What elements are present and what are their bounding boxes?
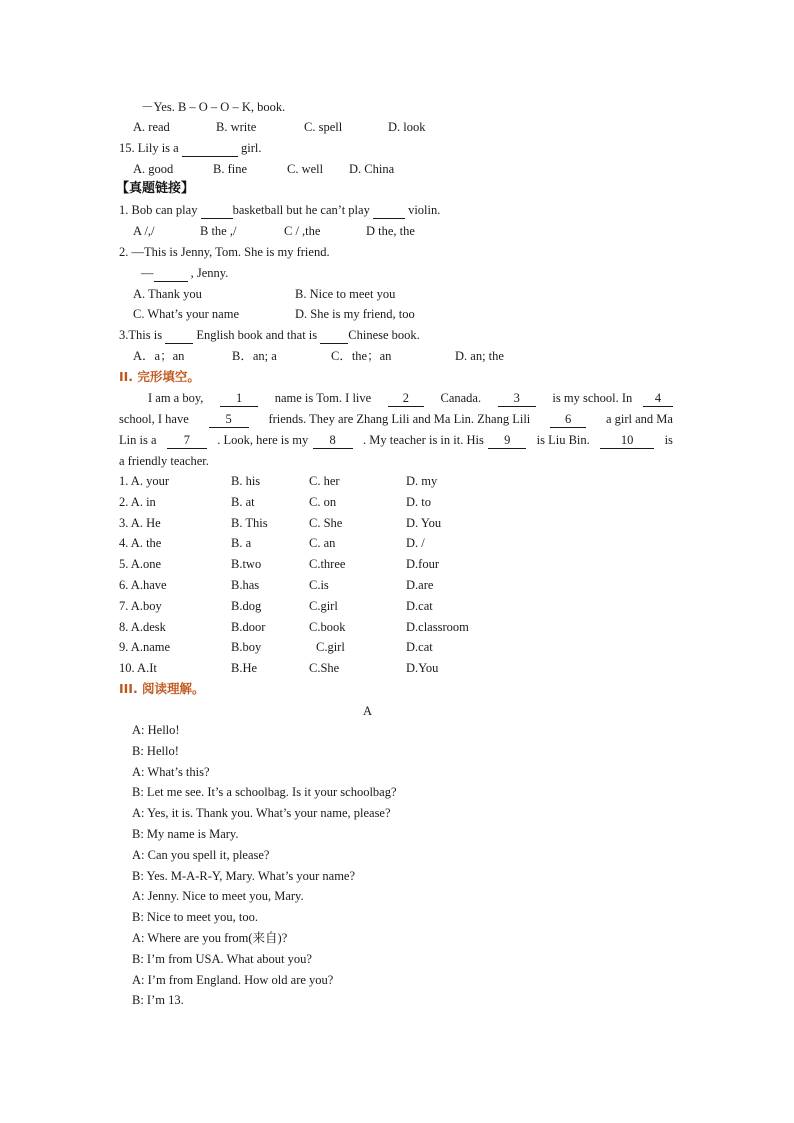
- cloze-q3-option-c: C. She: [309, 515, 343, 530]
- cloze-q1-option-a: 1. A. your: [119, 474, 169, 488]
- q15-option-a: A. good: [133, 162, 174, 176]
- zhenti-q1-stem-part1: 1. Bob can play: [119, 203, 198, 217]
- zhenti-q3-stem-part1: 3.This is: [119, 328, 163, 342]
- zhenti-q1-stem-part2: basketball but he can’t play: [232, 203, 370, 217]
- dialog-line: B: I’m 13.: [132, 993, 184, 1008]
- zhenti-q1-option-a: A /,/: [133, 224, 155, 238]
- cloze-q10-option-d: D.You: [406, 661, 439, 676]
- zhenti-q3-option-c: C．the；an: [331, 349, 392, 363]
- cloze-blank-8: 8: [313, 432, 353, 449]
- zhenti-q2-option-d: D. She is my friend, too: [295, 307, 415, 321]
- cloze-blank-7: 7: [167, 432, 207, 449]
- dialog-line: A: I’m from England. How old are you?: [132, 972, 334, 987]
- cloze-text: is Liu Bin.: [536, 433, 590, 447]
- cloze-q2-option-b: B. at: [231, 494, 255, 509]
- cloze-q3-option-a: 3. A. He: [119, 515, 161, 530]
- cloze-text: Lin is a: [119, 433, 157, 447]
- cloze-passage-line-2: [119, 411, 673, 428]
- cloze-q7-option-c: C.girl: [309, 598, 338, 613]
- cloze-q4-option-d: D. /: [406, 536, 425, 551]
- zhenti-q2-option-b: B. Nice to meet you: [295, 287, 396, 301]
- dialog-line: A: Yes, it is. Thank you. What’s your name, please?: [132, 806, 391, 821]
- cloze-q6-option-a: 6. A.have: [119, 578, 167, 592]
- cloze-q5-option-b: B.two: [231, 557, 262, 572]
- q14-option-c: C. spell: [304, 120, 343, 134]
- zhenti-q3-stem-part3: Chinese book.: [348, 328, 420, 342]
- zhenti-q2-line1: 2. —This is Jenny, Tom. She is my friend.: [119, 245, 330, 259]
- cloze-text: Canada.: [440, 391, 482, 405]
- zhenti-q2-line2: [141, 265, 228, 282]
- cloze-q8-option-a: 8. A.desk: [119, 619, 166, 634]
- cloze-blank-2: 2: [388, 390, 424, 407]
- dialog-line: B: Nice to meet you, too.: [132, 910, 259, 925]
- cloze-q9-option-a: 9. A.name: [119, 640, 171, 655]
- zhenti-q2-option-c: C. What’s your name: [133, 307, 239, 321]
- cloze-passage-line-4: a friendly teacher.: [119, 454, 209, 468]
- zhenti-q1-option-d: D the, the: [366, 224, 415, 238]
- zhenti-q3-blank2: [320, 327, 348, 344]
- cloze-q4-option-c: C. an: [309, 536, 336, 551]
- dialog-line: A: Jenny. Nice to meet you, Mary.: [132, 889, 304, 904]
- cloze-text: name is Tom. I live: [274, 391, 372, 405]
- zhenti-q3-option-a: A．a；an: [133, 349, 185, 363]
- cloze-q10-option-a: 10. A.It: [119, 661, 157, 676]
- cloze-text: . My teacher is in it. His: [363, 433, 484, 447]
- zhenti-q3-stem-part2: English book and that is: [196, 328, 318, 342]
- q14-option-b: B. write: [216, 120, 257, 134]
- dialog-line: B: Let me see. It’s a schoolbag. Is it your schoolbag?: [132, 785, 397, 800]
- cloze-passage-line-1: [119, 390, 673, 407]
- cloze-text: . Look, here is my: [217, 433, 309, 447]
- cloze-q8-option-c: C.book: [309, 619, 346, 634]
- q15-option-b: B. fine: [213, 162, 248, 176]
- dialog-line: A: Where are you from(来自)?: [132, 931, 288, 945]
- cloze-passage-line-3: [119, 432, 673, 449]
- q14-option-a: A. read: [133, 120, 170, 134]
- cloze-q5-option-d: D.four: [406, 557, 439, 572]
- cloze-blank-10: 10: [600, 432, 654, 449]
- cloze-blank-9: 9: [488, 432, 526, 449]
- cloze-text: school, I have: [119, 412, 189, 426]
- cloze-q1-option-d: D. my: [406, 474, 438, 488]
- zhenti-q1-stem-part3: violin.: [408, 203, 441, 217]
- cloze-q7-option-b: B.dog: [231, 598, 262, 613]
- zhenti-q2-line2-tail: , Jenny.: [190, 266, 229, 280]
- zhenti-q2-dash: —: [141, 266, 154, 280]
- dialog-line: A: What’s this?: [132, 764, 210, 779]
- zhenti-q1-stem: [119, 202, 440, 219]
- cloze-text: is my school. In: [552, 391, 633, 405]
- zhenti-q1-blank1: [201, 202, 233, 219]
- cloze-q2-option-d: D. to: [406, 494, 431, 509]
- zhenti-q2-blank: [154, 265, 188, 282]
- dialog-line: B: Hello!: [132, 743, 179, 758]
- cloze-q3-option-b: B. This: [231, 515, 268, 530]
- q15-stem: [119, 140, 261, 157]
- zhenti-q3-stem: [119, 327, 420, 344]
- cloze-q10-option-c: C.She: [309, 661, 340, 676]
- cloze-q8-option-d: D.classroom: [406, 619, 469, 634]
- cloze-q7-option-a: 7. A.boy: [119, 598, 162, 613]
- cloze-q2-option-c: C. on: [309, 494, 337, 509]
- q14-option-d: D. look: [388, 120, 426, 134]
- cloze-q4-option-a: 4. A. the: [119, 536, 162, 551]
- cloze-q7-option-d: D.cat: [406, 598, 433, 613]
- q15-stem-a: 15. Lily is a: [119, 141, 179, 155]
- q15-blank: [182, 140, 238, 157]
- zhenti-q1-option-c: C / ,the: [284, 224, 321, 238]
- dialog-line: A: Can you spell it, please?: [132, 847, 270, 862]
- q15-option-d: D. China: [349, 162, 395, 176]
- cloze-blank-6: 6: [550, 411, 586, 428]
- cloze-heading: II. 完形填空。: [119, 369, 200, 384]
- cloze-q1-option-c: C. her: [309, 474, 340, 488]
- dialog-line: B: Yes. M-A-R-Y, Mary. What’s your name?: [132, 868, 356, 883]
- cloze-q8-option-b: B.door: [231, 619, 266, 634]
- zhenti-q3-option-d: D. an; the: [455, 349, 504, 363]
- dialog-line: A: Hello!: [132, 723, 180, 737]
- reading-heading: III. 阅读理解。: [119, 681, 205, 696]
- cloze-q6-option-c: C.is: [309, 578, 329, 592]
- cloze-q1-option-b: B. his: [231, 474, 261, 488]
- zhenti-q1-blank2: [373, 202, 405, 219]
- cloze-blank-1: 1: [220, 390, 258, 407]
- cloze-blank-3: 3: [498, 390, 536, 407]
- cloze-text: I am a boy,: [148, 391, 204, 405]
- dialog-line: B: My name is Mary.: [132, 827, 239, 841]
- cloze-text: is: [664, 433, 673, 447]
- cloze-q6-option-d: D.are: [406, 578, 434, 592]
- zhenti-q3-blank1: [165, 327, 193, 344]
- cloze-q10-option-b: B.He: [231, 661, 258, 676]
- cloze-q5-option-c: C.three: [309, 557, 346, 572]
- reading-passage-label: A: [363, 704, 373, 718]
- dialog-line: B: I’m from USA. What about you?: [132, 951, 312, 966]
- cloze-q9-option-b: B.boy: [231, 640, 262, 655]
- q15-option-c: C. well: [287, 162, 324, 176]
- q15-stem-b: girl.: [240, 141, 262, 155]
- zhenti-q3-option-b: B．an; a: [232, 349, 277, 363]
- cloze-q9-option-c: C.girl: [316, 640, 345, 655]
- cloze-q4-option-b: B. a: [231, 536, 252, 551]
- cloze-q9-option-d: D.cat: [406, 640, 433, 655]
- cloze-q6-option-b: B.has: [231, 578, 260, 592]
- cloze-blank-5: 5: [209, 411, 249, 428]
- cloze-q3-option-d: D. You: [406, 515, 442, 530]
- zhenti-heading: 【真题链接】: [116, 181, 195, 196]
- q14-dialog: －Yes. B – O – O – K, book.: [141, 100, 286, 114]
- cloze-blank-4: 4: [643, 390, 673, 407]
- zhenti-q2-option-a: A. Thank you: [133, 287, 202, 301]
- cloze-text: a girl and Ma: [605, 412, 673, 426]
- cloze-q2-option-a: 2. A. in: [119, 494, 156, 509]
- cloze-q5-option-a: 5. A.one: [119, 557, 162, 572]
- cloze-text: friends. They are Zhang Lili and Ma Lin. Zhang Lili: [268, 412, 531, 426]
- zhenti-q1-option-b: B the ,/: [200, 224, 237, 238]
